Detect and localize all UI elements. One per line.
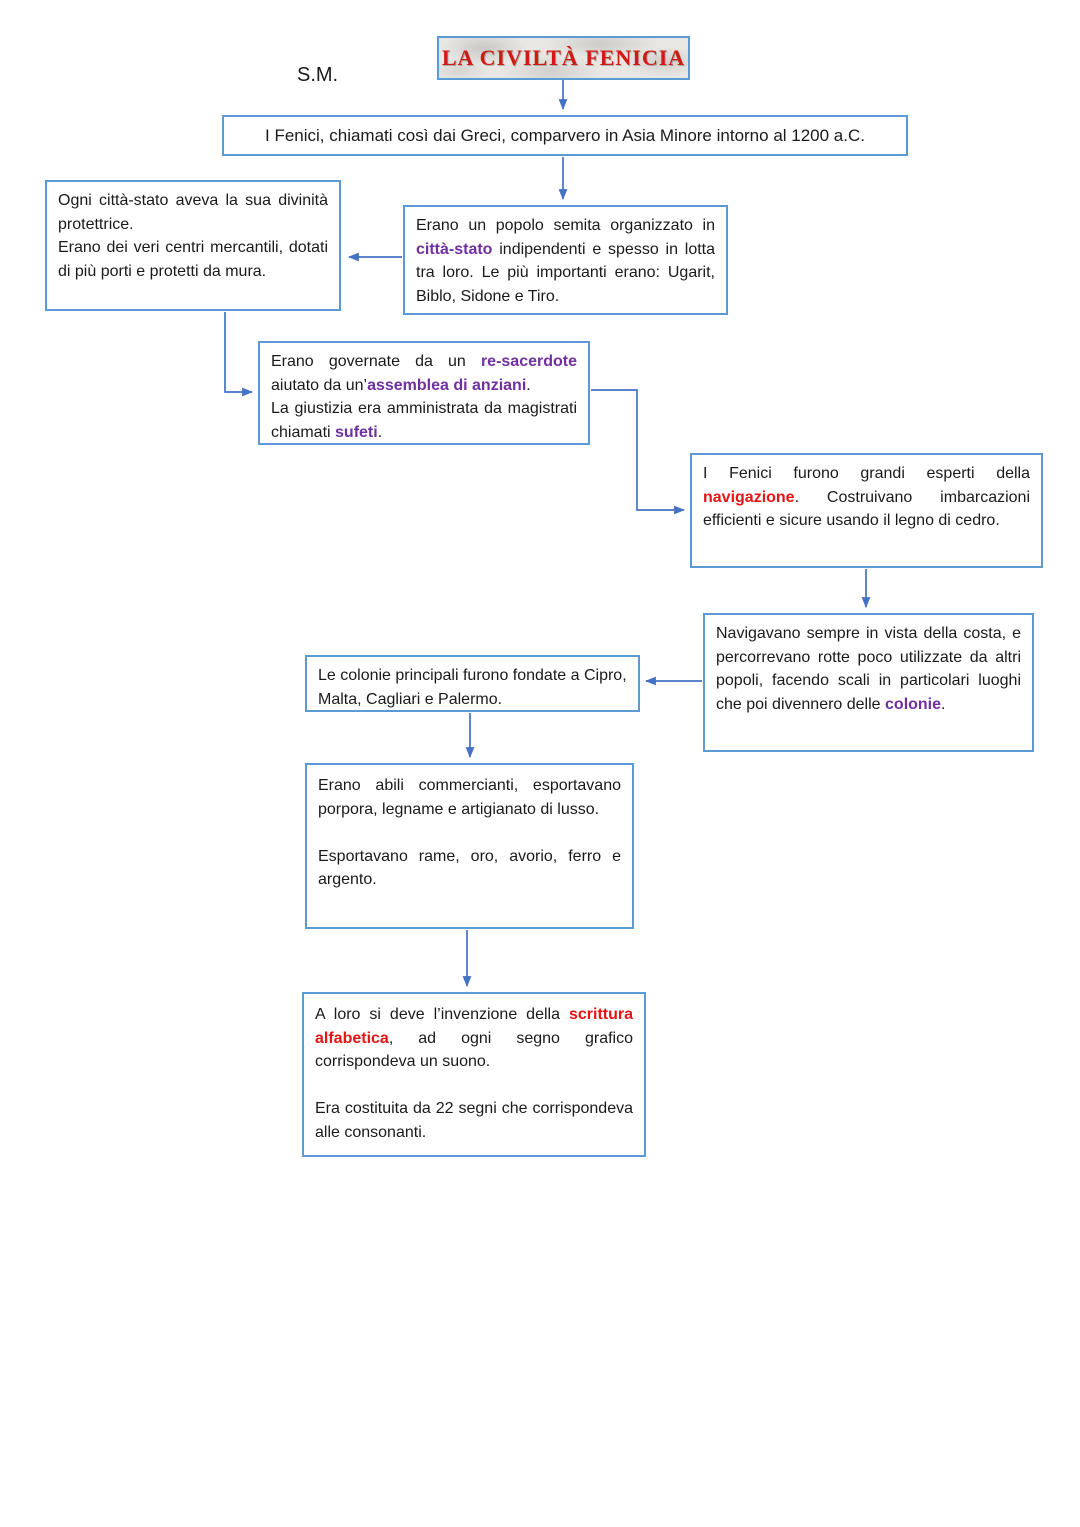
box-scrittura (302, 992, 646, 1157)
page-title: LA CIVILTÀ FENICIA (441, 45, 686, 70)
box-navigazione (690, 453, 1043, 568)
box-navigavano (703, 613, 1034, 752)
box-colonie (305, 655, 640, 712)
connector-citta-stato-to-governate (225, 312, 252, 392)
box-scrittura-text: A loro si deve l’invenzione della scrittura alfabetica, ad ogni segno grafico corrispondeva un suono. Era costituita da 22 segni che corrispondeva alle consonanti. (315, 1006, 633, 1141)
box-semita-text: Erano un popolo semita organizzato in città-stato indipendenti e spesso in lotta tra loro. Le più importanti erano: Ugarit, Biblo, Sidone e Tiro. (416, 217, 715, 305)
box-governate-text: Erano governate da un re-sacerdote aiutato da un’assemblea di anziani. La giustizia era amministrata da magistrati chiamati sufeti. (271, 353, 577, 441)
box-governate (258, 341, 590, 445)
box-navigazione-text: I Fenici furono grandi esperti della navigazione. Costruivano imbarcazioni efficienti e sicure usando il legno di cedro. (703, 465, 1030, 529)
box-intro (222, 115, 908, 156)
box-navigavano-text: Navigavano sempre in vista della costa, e percorrevano rotte poco utilizzate da altri popoli, facendo scali in particolari luoghi che poi divennero delle colonie. (716, 625, 1021, 713)
box-citta-stato (45, 180, 341, 311)
connector-governate-to-navigazione (591, 390, 684, 510)
author-initials: S.M. (297, 64, 339, 86)
box-colonie-text: Le colonie principali furono fondate a Cipro, Malta, Cagliari e Palermo. (318, 667, 627, 708)
box-commercianti-text: Erano abili commercianti, esportavano porpora, legname e artigianato di lusso. Esportavano rame, oro, avorio, ferro e argento. (318, 777, 621, 888)
box-commercianti (305, 763, 634, 929)
box-citta-stato-text: Ogni città-stato aveva la sua divinità protettrice. Erano dei veri centri mercantili, dotati di più porti e protetti da mura. (58, 192, 328, 280)
box-intro-text: I Fenici, chiamati così dai Greci, comparvero in Asia Minore intorno al 1200 a.C. (265, 125, 865, 145)
title-box (437, 36, 690, 80)
box-semita (403, 205, 728, 315)
